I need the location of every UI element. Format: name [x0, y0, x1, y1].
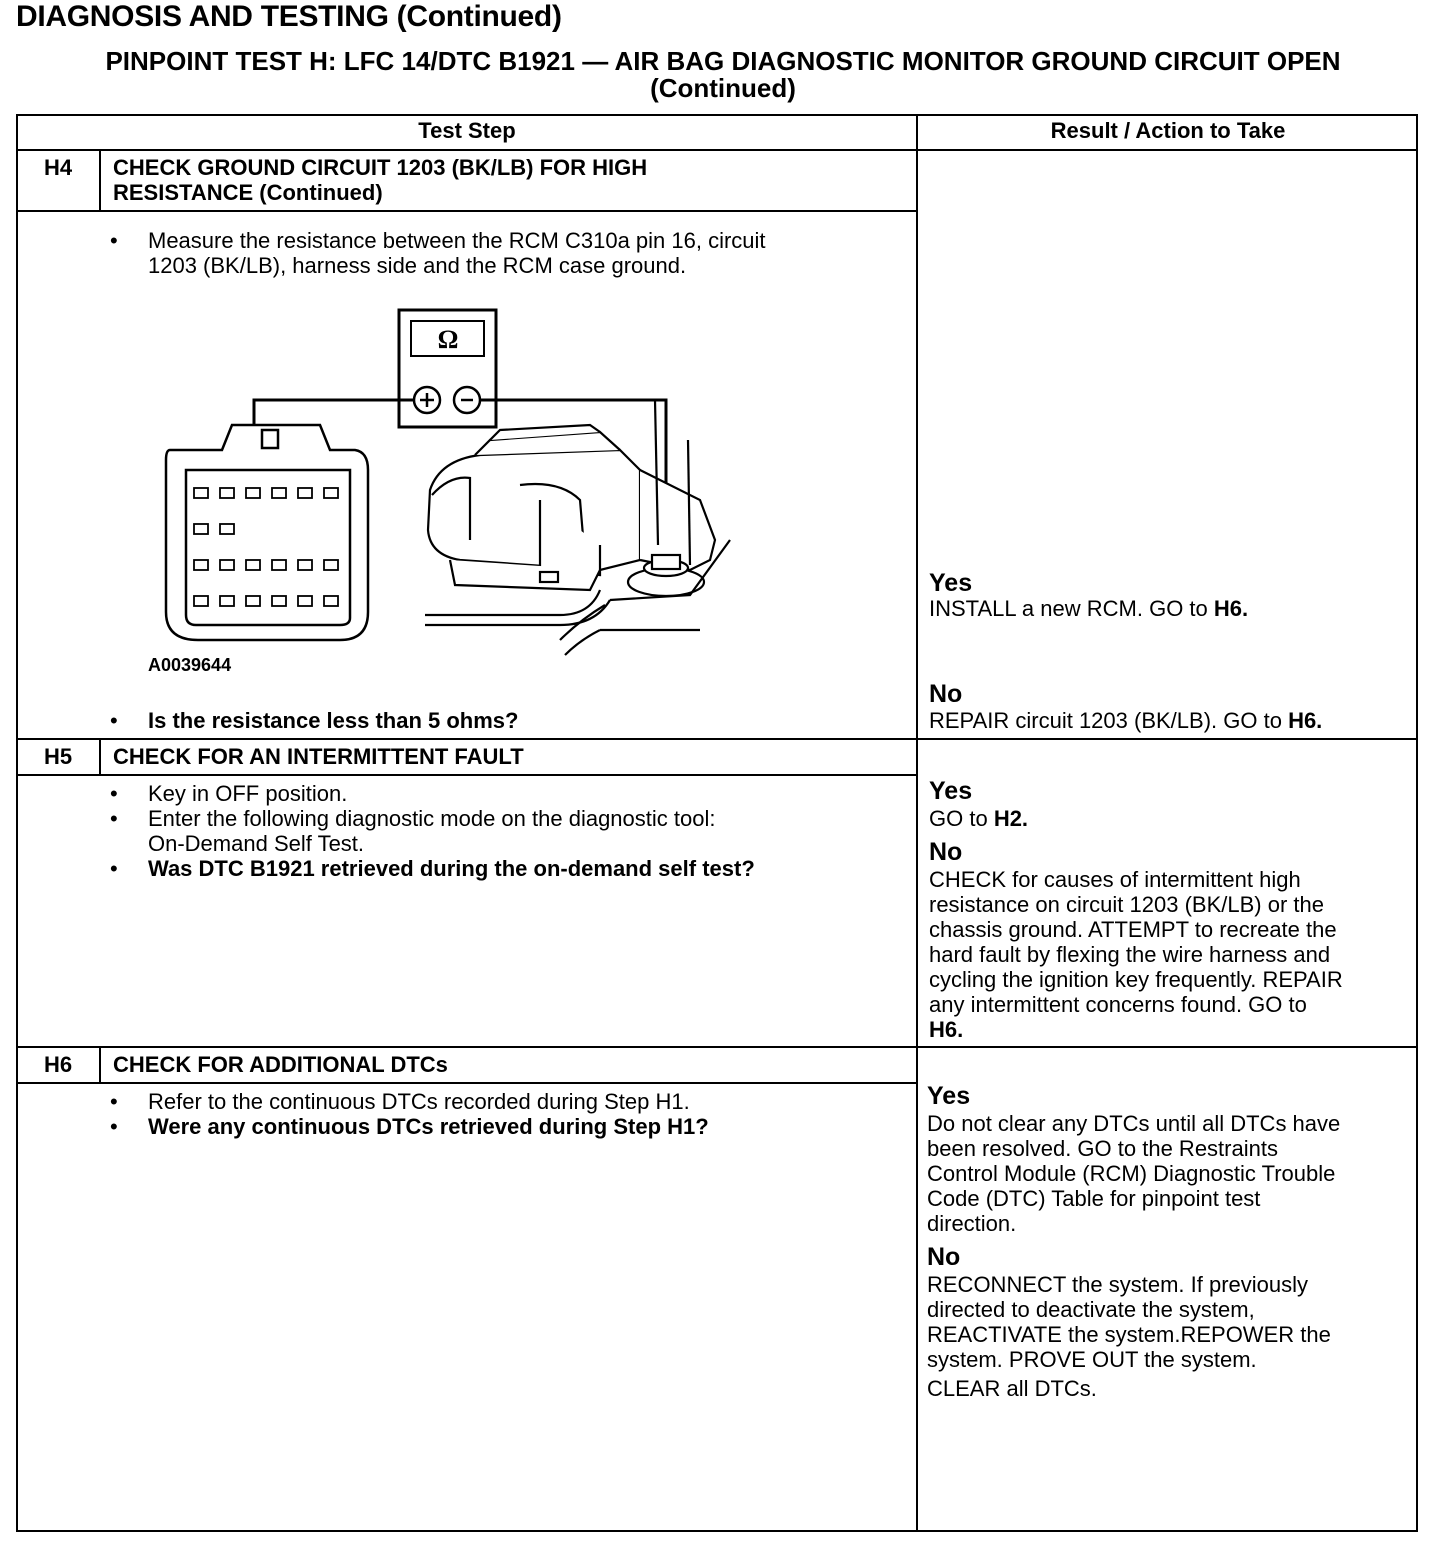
h6-no-line: directed to deactivate the system,: [927, 1297, 1255, 1322]
step-id-h4: H4: [43, 155, 73, 180]
h4-question: Is the resistance less than 5 ohms?: [148, 708, 519, 733]
h5-no-goto-target: H6.: [929, 1017, 964, 1042]
step-id-h6: H6: [43, 1052, 73, 1077]
h6-yes-line: Code (DTC) Table for pinpoint test: [927, 1186, 1261, 1211]
bullet-marker: •: [110, 708, 118, 733]
h4-no-goto-target: H6.: [1288, 708, 1323, 733]
header-test-step: Test Step: [418, 118, 516, 143]
h4-title-underline: [16, 210, 918, 212]
h5-no-line: CHECK for causes of intermittent high: [929, 867, 1301, 892]
h4-no-text: REPAIR circuit 1203 (BK/LB). GO to: [929, 708, 1282, 733]
h5-no-line: hard fault by flexing the wire harness and: [929, 942, 1331, 967]
h4-no-label: No: [929, 680, 963, 708]
h5-no-line: resistance on circuit 1203 (BK/LB) or the: [929, 892, 1324, 917]
h6-no-line: REACTIVATE the system.REPOWER the: [927, 1322, 1331, 1347]
h6-no-line: RECONNECT the system. If previously: [927, 1272, 1309, 1297]
h6-question: Were any continuous DTCs retrieved during Step H1?: [148, 1114, 709, 1139]
h6-yes-line: Control Module (RCM) Diagnostic Trouble: [927, 1161, 1336, 1186]
h5-yes-goto-target: H2.: [993, 806, 1029, 831]
pinpoint-test-title: [18, 48, 1428, 102]
h5-title-underline: [16, 774, 918, 776]
h5-instruction-2-line2: On-Demand Self Test.: [148, 831, 365, 856]
step-id-divider-h6: [99, 1047, 101, 1083]
step-title-h6: CHECK FOR ADDITIONAL DTCs: [113, 1052, 448, 1077]
h6-no-line: CLEAR all DTCs.: [927, 1376, 1097, 1401]
column-divider: [916, 114, 918, 1532]
h4-yes-label: Yes: [929, 569, 973, 597]
h6-yes-label: Yes: [927, 1082, 971, 1110]
step-title-h4-line1: CHECK GROUND CIRCUIT 1203 (BK/LB) FOR HIGH: [113, 155, 648, 180]
h6-no-label: No: [927, 1243, 961, 1271]
h6-yes-line: direction.: [927, 1211, 1017, 1236]
h4-yes-action: [929, 596, 1248, 621]
h5-no-line: chassis ground. ATTEMPT to recreate the: [929, 917, 1337, 942]
step-id-divider-h4: [99, 150, 101, 211]
h5-yes-text: GO to: [929, 806, 988, 831]
h6-yes-line: been resolved. GO to the Restraints: [927, 1136, 1278, 1161]
h4-no-action: [929, 708, 1322, 733]
h5-question: Was DTC B1921 retrieved during the on-demand self test?: [148, 856, 755, 881]
h6-instruction-1: Refer to the continuous DTCs recorded during Step H1.: [148, 1089, 690, 1114]
h5-no-line: any intermittent concerns found. GO to: [929, 992, 1307, 1017]
h6-yes-line: Do not clear any DTCs until all DTCs have: [927, 1111, 1341, 1136]
page-title: DIAGNOSIS AND TESTING (Continued): [16, 0, 562, 33]
h5-instruction-1: Key in OFF position.: [148, 781, 348, 806]
h6-title-underline: [16, 1082, 918, 1084]
h5-row-divider: [16, 738, 1418, 740]
h4-yes-text: INSTALL a new RCM.: [929, 596, 1143, 621]
step-id-h5: H5: [43, 744, 73, 769]
h5-no-line: cycling the ignition key frequently. REPAIR: [929, 967, 1343, 992]
bullet-marker: •: [110, 228, 118, 253]
step-id-divider-h5: [99, 739, 101, 775]
h5-instruction-2-line1: Enter the following diagnostic mode on the diagnostic tool:: [148, 806, 716, 831]
bullet-marker: •: [110, 1114, 118, 1139]
h4-yes-goto: GO to: [1149, 596, 1208, 621]
bullet-marker: •: [110, 1089, 118, 1114]
h6-row-divider: [16, 1046, 1418, 1048]
bullet-marker: •: [110, 856, 118, 881]
step-title-h4-line2: RESISTANCE (Continued): [113, 180, 383, 205]
h5-no-label: No: [929, 838, 963, 866]
ohmmeter: [399, 310, 496, 427]
bullet-marker: •: [110, 781, 118, 806]
rcm-resistance-measurement-illustration: [150, 300, 750, 660]
h5-yes-action: [929, 806, 1028, 831]
step-title-h5: CHECK FOR AN INTERMITTENT FAULT: [113, 744, 524, 769]
pinpoint-test-title-line2: (Continued): [650, 73, 796, 103]
pinpoint-test-title-line1: PINPOINT TEST H: LFC 14/DTC B1921 — AIR BAG DIAGNOSTIC MONITOR GROUND CIRCUIT OPEN: [105, 46, 1341, 76]
h4-yes-goto-target: H6.: [1213, 596, 1249, 621]
h6-no-line: system. PROVE OUT the system.: [927, 1347, 1257, 1372]
h4-instruction-line2: 1203 (BK/LB), harness side and the RCM case ground.: [148, 253, 687, 278]
bullet-marker: •: [110, 806, 118, 831]
header-divider: [16, 149, 1418, 151]
h4-instruction-line1: Measure the resistance between the RCM C310a pin 16, circuit: [148, 228, 766, 253]
ohm-symbol: Ω: [437, 325, 459, 354]
header-result-action: Result / Action to Take: [1050, 118, 1286, 143]
h5-yes-label: Yes: [929, 777, 973, 805]
figure-id: A0039644: [148, 655, 232, 675]
